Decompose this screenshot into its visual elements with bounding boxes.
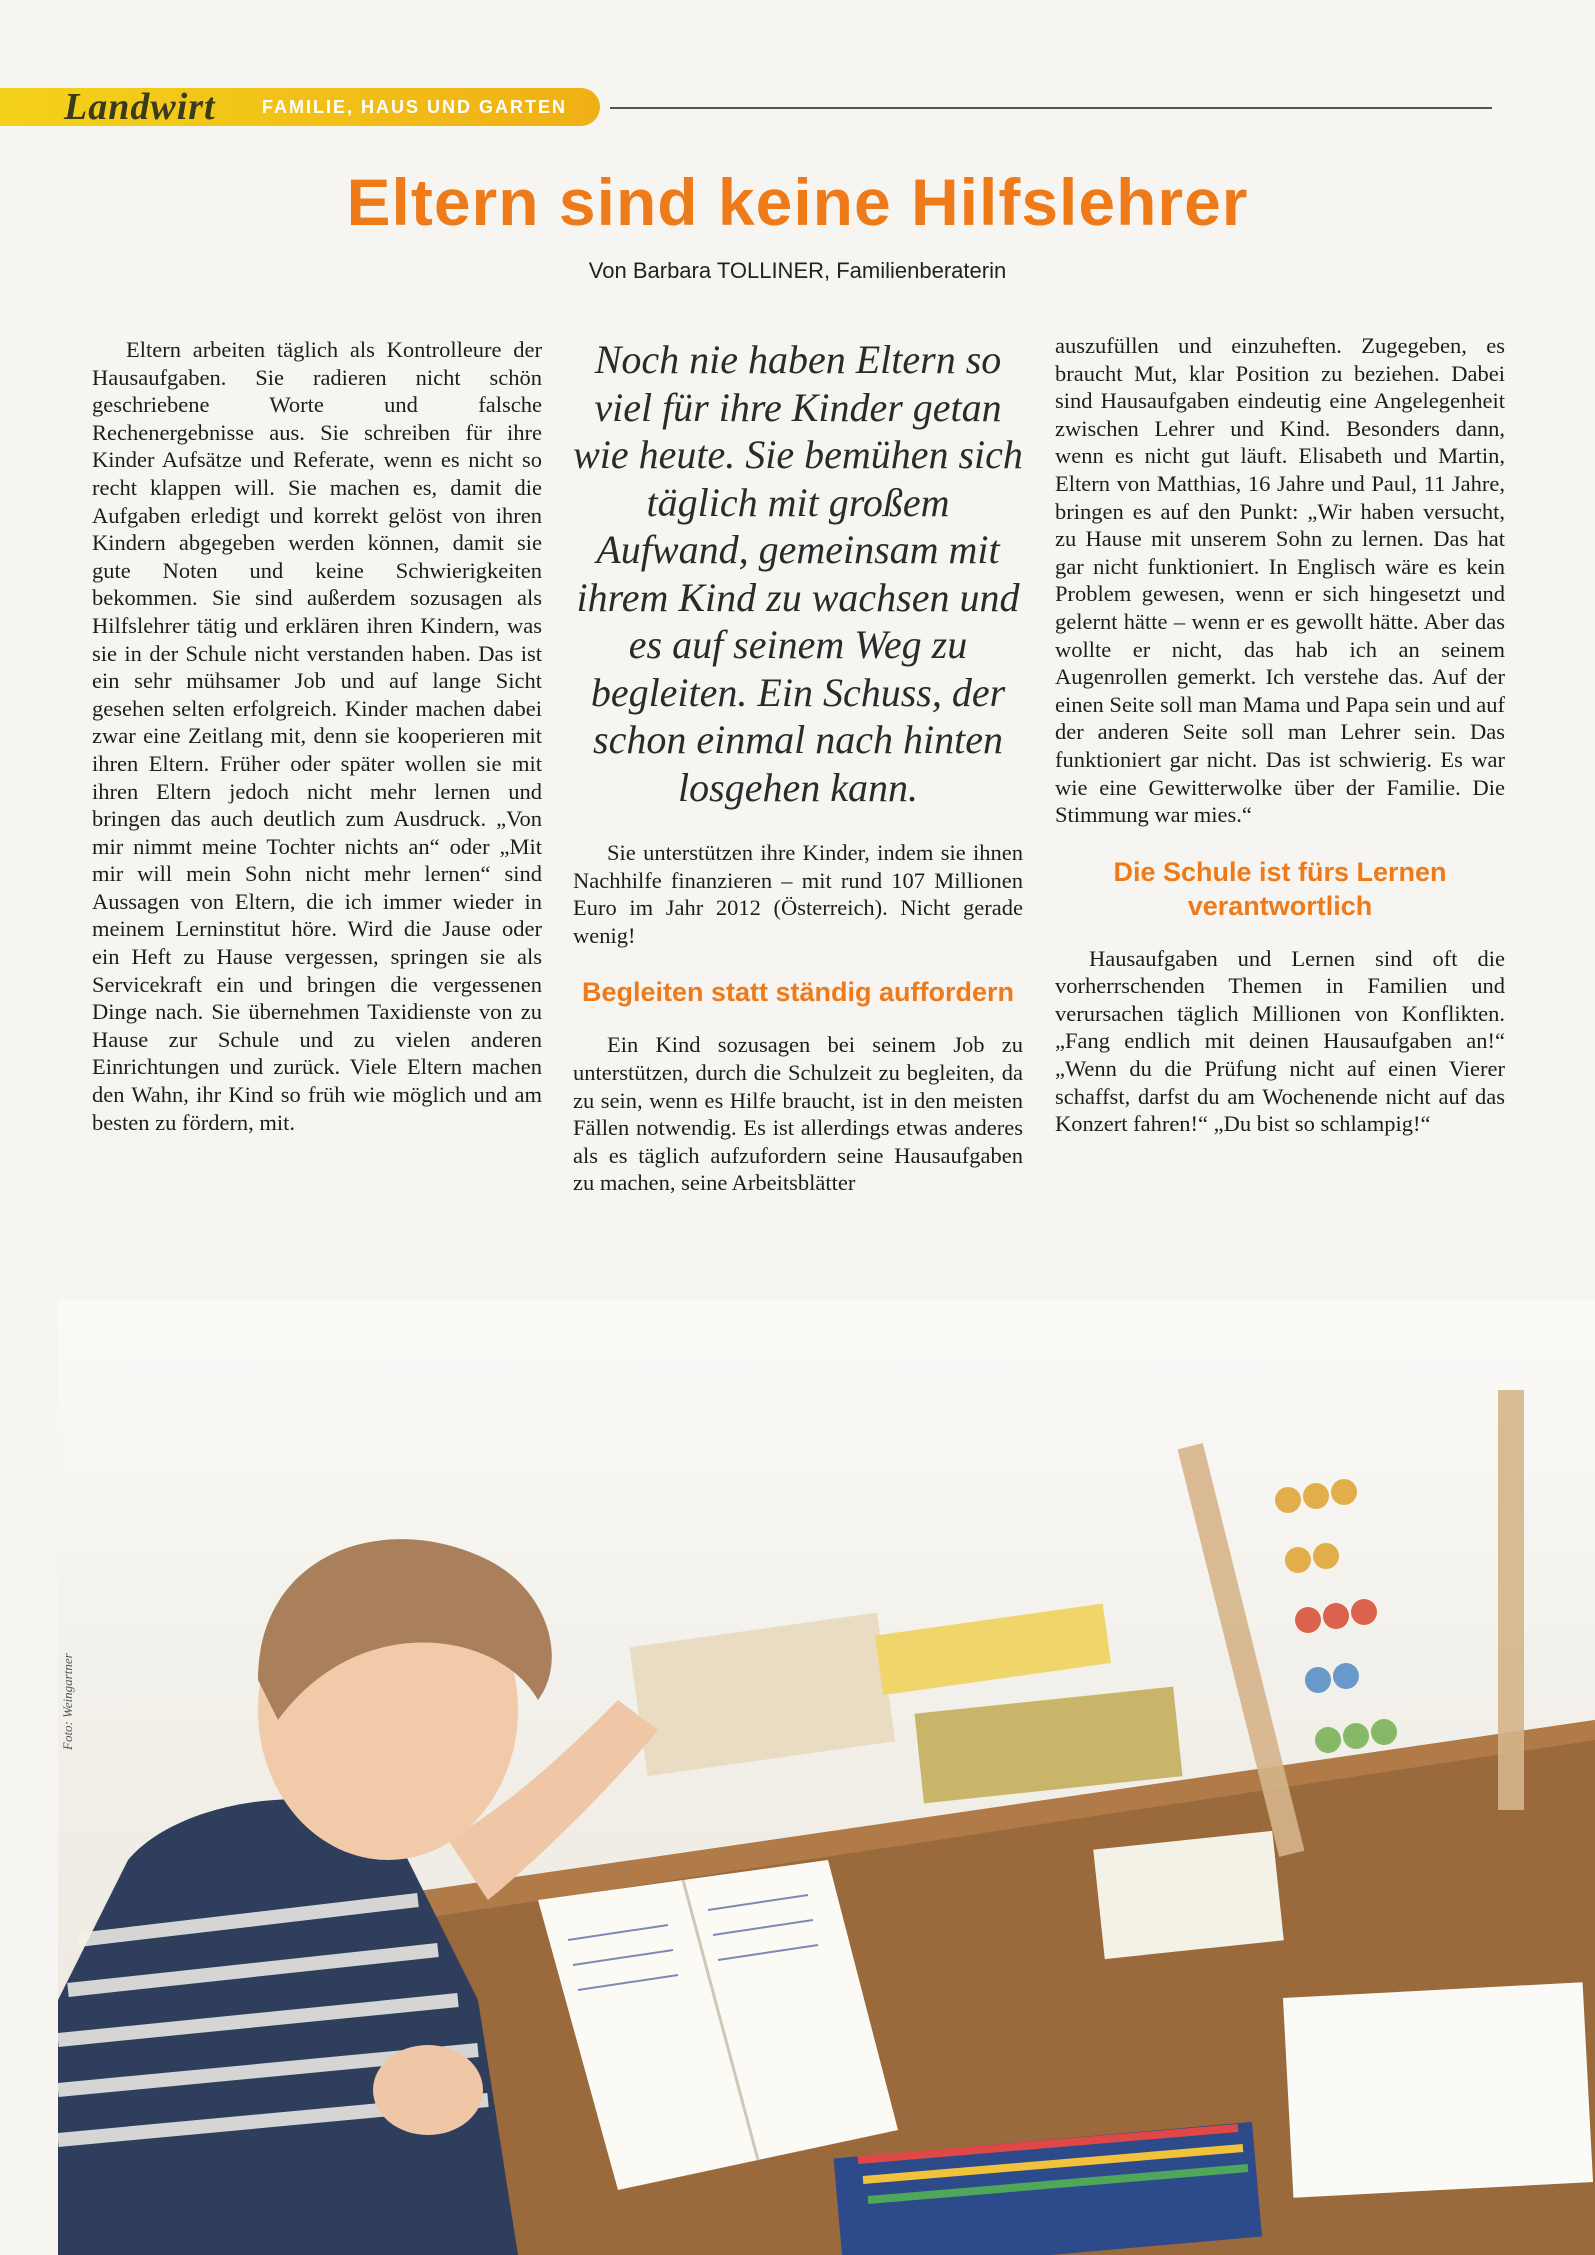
article-byline: Von Barbara TOLLINER, Familienberaterin xyxy=(588,258,1007,283)
magazine-header xyxy=(0,84,1595,132)
body-paragraph: Ein Kind sozusagen bei seinem Job zu unterstützen, durch die Schulzeit zu begleiten, da zu sein, wenn es Hilfe braucht, ist in den meisten Fällen notwendig. Es ist allerdings etwas anderes als es täglich aufzufordern seine Hausaufgaben zu machen, seine Arbeitsblätter xyxy=(573,1032,1023,1196)
magazine-logo: Landwirt xyxy=(64,86,216,128)
column-left xyxy=(92,336,542,1136)
subheading: Begleiten statt ständig auffordern xyxy=(581,977,1015,1008)
column-middle xyxy=(573,336,1023,1197)
article-photo xyxy=(58,1300,1595,2255)
photo-illustration xyxy=(58,1300,1595,2255)
photo-credit: Foto: Weingartner xyxy=(60,1653,75,1750)
section-label: FAMILIE, HAUS UND GARTEN xyxy=(262,97,568,117)
pull-quote: Noch nie haben Eltern so viel für ihre Kinder getan wie heute. Sie bemühen sich täglich mit großem Aufwand, gemeinsam mit ihrem Kind zu wachsen und es auf seinem Weg zu begleiten. Ein Schuss, der schon einmal nach hinten losgehen kann. xyxy=(573,337,1023,810)
body-paragraph: Hausaufgaben und Lernen sind oft die vorherrschenden Themen in Familien und verursachen täglich Millionen von Konflikten. „Fang endlich mit deinen Hausaufgaben an!“ „Wenn du die Prüfung nicht auf einen Vierer schaffst, darfst du am Wochenende nicht auf das Konzert fahren!“ „Du bist so schlampig!“ xyxy=(1055,945,1505,1137)
article-title: Eltern sind keine Hilfslehrer xyxy=(346,165,1249,239)
subheading: Die Schule ist fürs Lernen verantwortlich xyxy=(1113,856,1447,921)
body-paragraph: Eltern arbeiten täglich als Kontrolleure der Hausaufgaben. Sie radieren nicht schön geschriebene Worte und falsche Rechenergebnisse aus. Sie schreiben für ihre Kinder Aufsätze und Referate, wenn es nicht so recht klappen will. Sie machen es, damit die Aufgaben erledigt und korrekt gelöst von ihren Kindern abgegeben werden können, damit sie gute Noten und keine Schwierigkeiten bekommen. Sie sind außerdem sozusagen als Hilfslehrer tätig und erklären ihren Kindern, was sie in der Schule nicht verstanden haben. Das ist ein sehr mühsamer Job und auf lange Sicht gesehen selten erfolgreich. Kinder machen dabei zwar eine Zeitlang mit, denn sie kooperieren mit ihren Eltern. Früher oder später wollen sie mit ihren Eltern jedoch nicht mehr lernen und bringen das auch deutlich zum Ausdruck. „Von mir nimmt meine Tochter nichts an“ oder „Mit mir will mein Sohn nicht mehr lernen“ sind Aussagen von Eltern, die ich immer wieder in meinem Lerninstitut höre. Wird die Jause oder ein Heft zu Hause vergessen, springen sie als Servicekraft ein und bringen die vergessenen Dinge nach. Sie übernehmen Taxidienste von zu Hause zur Schule und zu vielen anderen Einrichtungen und zurück. Viele Eltern machen den Wahn, ihr Kind so früh wie möglich und am besten zu fördern, mit. xyxy=(92,337,542,1135)
body-paragraph: auszufüllen und einzuheften. Zugegeben, es braucht Mut, klar Position zu beziehen. Dabei sind Hausaufgaben eindeutig eine Angelegenheit zwischen Lehrer und Kind. Besonders dann, wenn es nicht gut läuft. Elisabeth und Martin, Eltern von Matthias, 16 Jahre und Paul, 11 Jahre, bringen es auf den Punkt: „Wir haben versucht, zu Hause mit unserem Sohn zu lernen. Das hat gar nicht funktioniert. In Englisch wäre es kein Problem gewesen, wenn er sich hingesetzt und gelernt hätte – wenn er es gewollt hätte. Aber das wollte er nicht, das hab ich an seinem Augenrollen gemerkt. Ich verstehe das. Auf der einen Seite soll man Mama und Papa sein und auf der anderen Seite soll man Lehrer sein. Das funktioniert gar nicht. Das ist schwierig. Es war wie eine Gewitterwolke über der Familie. Die Stimmung war mies.“ xyxy=(1055,333,1505,828)
column-right xyxy=(1055,332,1505,1138)
header-rule xyxy=(610,107,1492,109)
body-paragraph: Sie unterstützen ihre Kinder, indem sie ihnen Nachhilfe finanzieren – mit rund 107 Millionen Euro im Jahr 2012 (Österreich). Nicht gerade wenig! xyxy=(573,840,1023,948)
